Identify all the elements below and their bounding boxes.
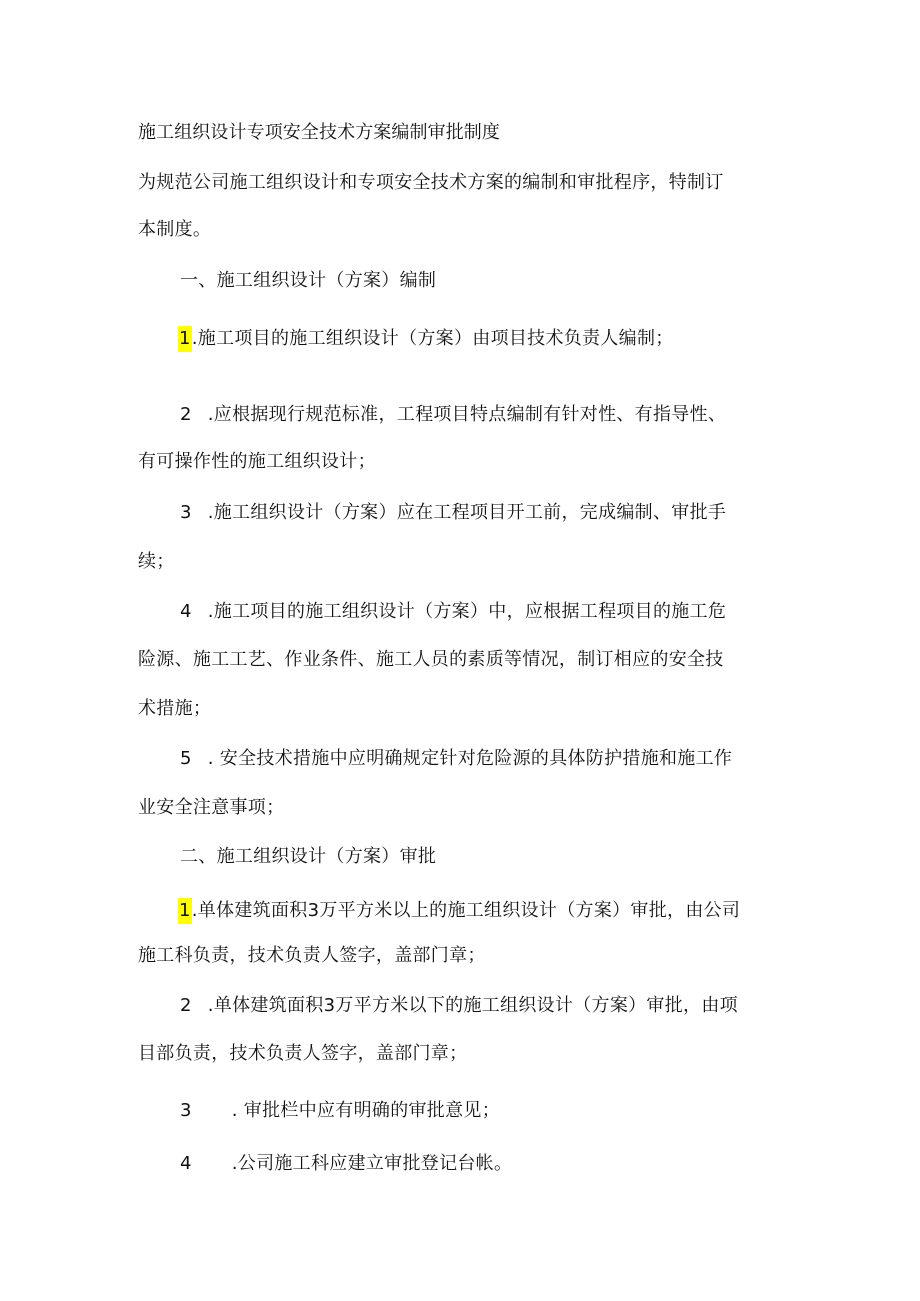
section1-heading: 一、施工组织设计（方案）编制 <box>180 270 437 291</box>
item-text: .单体建筑面积3万平方米以上的施工组织设计（方案）审批，由公司 <box>191 900 741 921</box>
item-text: .单体建筑面积3万平方米以下的施工组织设计（方案）审批，由项 <box>207 995 738 1016</box>
item-text: .施工项目的施工组织设计（方案）中，应根据工程项目的施工危 <box>207 601 727 622</box>
item-number-highlight: 1 <box>178 898 192 924</box>
section2-item-2-cont: 目部负责，技术负责人签字，盖部门章； <box>138 1043 468 1064</box>
item-text: .公司施工科应建立审批登记台帐。 <box>231 1153 513 1174</box>
section1-item-5-cont: 业安全注意事项； <box>138 797 285 818</box>
intro-line-1: 为规范公司施工组织设计和专项安全技术方案的编制和审批程序，特制订 <box>138 172 724 193</box>
section1-item-4-cont-2: 术措施； <box>138 698 212 719</box>
item-text: .施工组织设计（方案）应在工程项目开工前，完成编制、审批手 <box>207 502 727 523</box>
document-title: 施工组织设计专项安全技术方案编制审批制度 <box>138 122 500 143</box>
section1-item-3-cont: 续； <box>138 551 175 572</box>
item-number: 5 <box>180 748 192 769</box>
item-text: . 安全技术措施中应明确规定针对危险源的具体防护措施和施工作 <box>207 748 733 769</box>
item-number: 2 <box>180 995 192 1016</box>
intro-line-2: 本制度。 <box>138 219 212 240</box>
section1-item-3 <box>180 504 726 522</box>
section1-item-2-cont: 有可操作性的施工组织设计； <box>138 451 376 472</box>
section2-item-1-cont: 施工科负责，技术负责人签字，盖部门章； <box>138 945 486 966</box>
item-text: .施工项目的施工组织设计（方案）由项目技术负责人编制； <box>191 328 674 349</box>
item-number: 3 <box>180 1100 192 1121</box>
item-number: 2 <box>180 404 192 425</box>
section1-item-2 <box>180 406 726 424</box>
section1-item-4-cont-1: 险源、施工工艺、作业条件、施工人员的素质等情况，制订相应的安全技 <box>138 649 724 670</box>
section1-item-5 <box>180 750 732 768</box>
section2-item-4 <box>180 1155 512 1173</box>
item-text: . 审批栏中应有明确的审批意见； <box>231 1100 501 1121</box>
section2-heading: 二、施工组织设计（方案）审批 <box>180 846 437 867</box>
item-number: 4 <box>180 1153 192 1174</box>
section1-item-4 <box>180 603 726 621</box>
item-number: 4 <box>180 601 192 622</box>
item-text: .应根据现行规范标准，工程项目特点编制有针对性、有指导性、 <box>207 404 727 425</box>
section2-item-1 <box>178 898 740 924</box>
section2-item-3 <box>180 1102 500 1120</box>
section2-item-2 <box>180 997 738 1015</box>
section1-item-1 <box>178 326 674 352</box>
item-number-highlight: 1 <box>178 326 192 352</box>
item-number: 3 <box>180 502 192 523</box>
